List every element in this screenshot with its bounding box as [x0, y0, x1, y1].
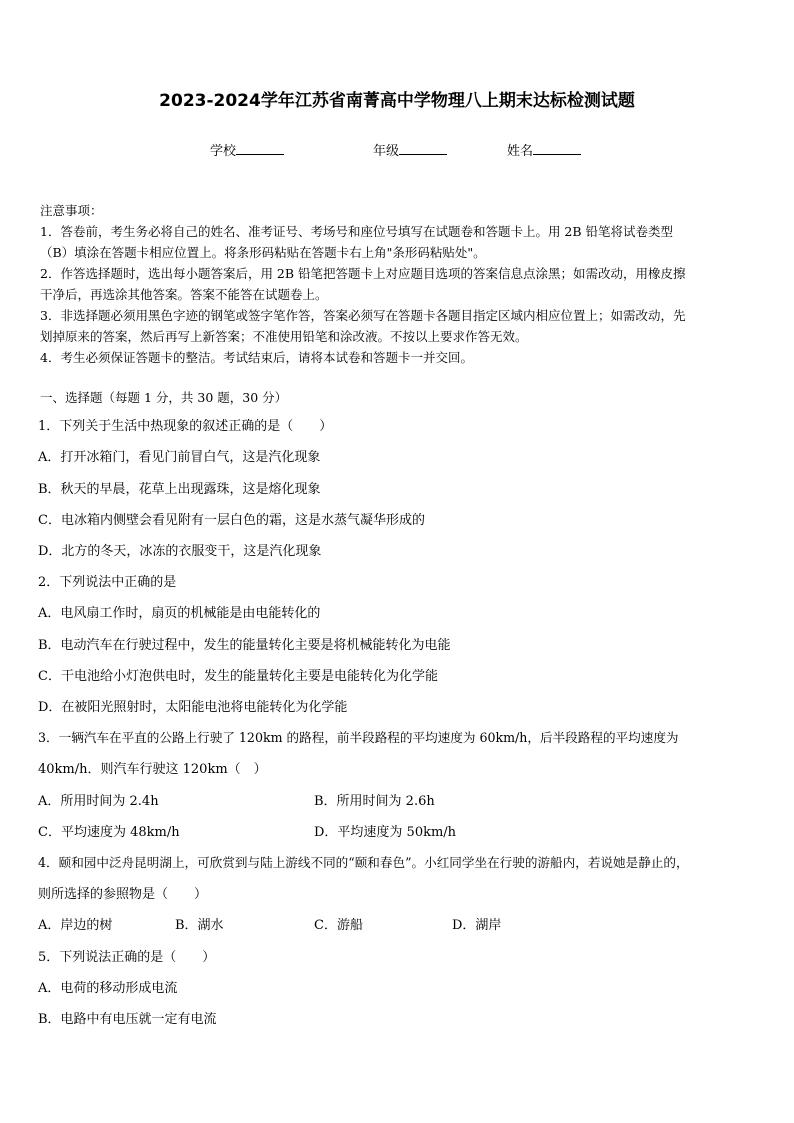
- section-heading: 一、选择题（每题 1 分，共 30 题，30 分）: [40, 390, 288, 405]
- option-c: C．电冰箱内侧壁会看见附有一层白色的霜，这是水蒸气凝华形成的: [38, 513, 425, 528]
- question-stem: 4．颐和园中泛舟昆明湖上，可欣赏到与陆上游线不同的“颐和春色”。小红同学坐在行驶的游船内，若说她是静止的，: [38, 855, 689, 870]
- question-stem: 1．下列关于生活中热现象的叙述正确的是（ ）: [38, 419, 333, 434]
- question-stem: 3．一辆汽车在平直的公路上行驶了 120km 的路程，前半段路程的平均速度为 60km/h，后半段路程的平均速度为: [38, 730, 679, 745]
- page-title: 2023-2024学年江苏省南菁高中学物理八上期末达标检测试题: [159, 91, 635, 111]
- question-stem: 5．下列说法正确的是（ ）: [38, 950, 216, 965]
- grade-field: [373, 140, 447, 159]
- option-b: B．湖水: [175, 918, 224, 933]
- name-label: 姓名: [507, 144, 534, 159]
- school-label: 学校: [210, 144, 237, 159]
- school-field: [210, 140, 284, 159]
- grade-blank: [399, 142, 447, 155]
- school-blank: [236, 142, 284, 155]
- notes-heading: 注意事项：: [40, 203, 103, 218]
- grade-label: 年级: [373, 144, 400, 159]
- option-a: A．电风扇工作时，扇页的机械能是由电能转化的: [38, 606, 321, 621]
- notes-line: 2．作答选择题时，选出每小题答案后，用 2B 铅笔把答题卡上对应题目选项的答案信息点涂黑；如需改动，用橡皮擦: [40, 266, 686, 281]
- option-d: D．平均速度为 50km/h: [314, 825, 457, 840]
- notes-line: 3．非选择题必须用黑色字迹的钢笔或签字笔作答，答案必须写在答题卡各题目指定区域内相应位置上；如需改动，先: [40, 308, 686, 323]
- notes-line: 干净后，再选涂其他答案。答案不能答在试题卷上。: [40, 287, 328, 302]
- notes-block: [40, 200, 758, 368]
- notes-line: 划掉原来的答案，然后再写上新答案；不准使用铅笔和涂改液。不按以上要求作答无效。: [40, 329, 528, 344]
- option-c: C．干电池给小灯泡供电时，发生的能量转化主要是电能转化为化学能: [38, 669, 438, 684]
- name-blank: [533, 142, 581, 155]
- name-field: [507, 140, 581, 159]
- option-c: C．游船: [314, 918, 363, 933]
- question-stem: 2．下列说法中正确的是: [38, 575, 177, 590]
- option-a: A．岸边的树: [38, 918, 113, 933]
- option-c: C．平均速度为 48km/h: [38, 825, 180, 840]
- option-d: D．湖岸: [452, 918, 502, 933]
- notes-line: 4．考生必须保证答题卡的整洁。考试结束后，请将本试卷和答题卡一并交回。: [40, 350, 473, 365]
- option-a: A．电荷的移动形成电流: [38, 981, 178, 996]
- option-b: B．秋天的早晨，花草上出现露珠，这是熔化现象: [38, 482, 321, 497]
- option-a: A．打开冰箱门，看见门前冒白气，这是汽化现象: [38, 450, 321, 465]
- question-stem-continued: 则所选择的参照物是（ ）: [38, 887, 208, 902]
- option-d: D．在被阳光照射时，太阳能电池将电能转化为化学能: [38, 700, 348, 715]
- notes-line: 1．答卷前，考生务必将自己的姓名、准考证号、考场号和座位号填写在试题卷和答题卡上。用 2B 铅笔将试卷类型: [40, 224, 674, 239]
- question-stem-continued: 40km/h．则汽车行驶这 120km（ ）: [38, 762, 267, 777]
- option-a: A．所用时间为 2.4h: [38, 794, 159, 809]
- option-b: B．所用时间为 2.6h: [314, 794, 435, 809]
- option-d: D．北方的冬天，冰冻的衣服变干，这是汽化现象: [38, 544, 322, 559]
- option-b: B．电动汽车在行驶过程中，发生的能量转化主要是将机械能转化为电能: [38, 638, 451, 653]
- option-b: B．电路中有电压就一定有电流: [38, 1012, 217, 1027]
- notes-line: （B）填涂在答题卡相应位置上。将条形码粘贴在答题卡右上角"条形码粘贴处"。: [40, 245, 486, 260]
